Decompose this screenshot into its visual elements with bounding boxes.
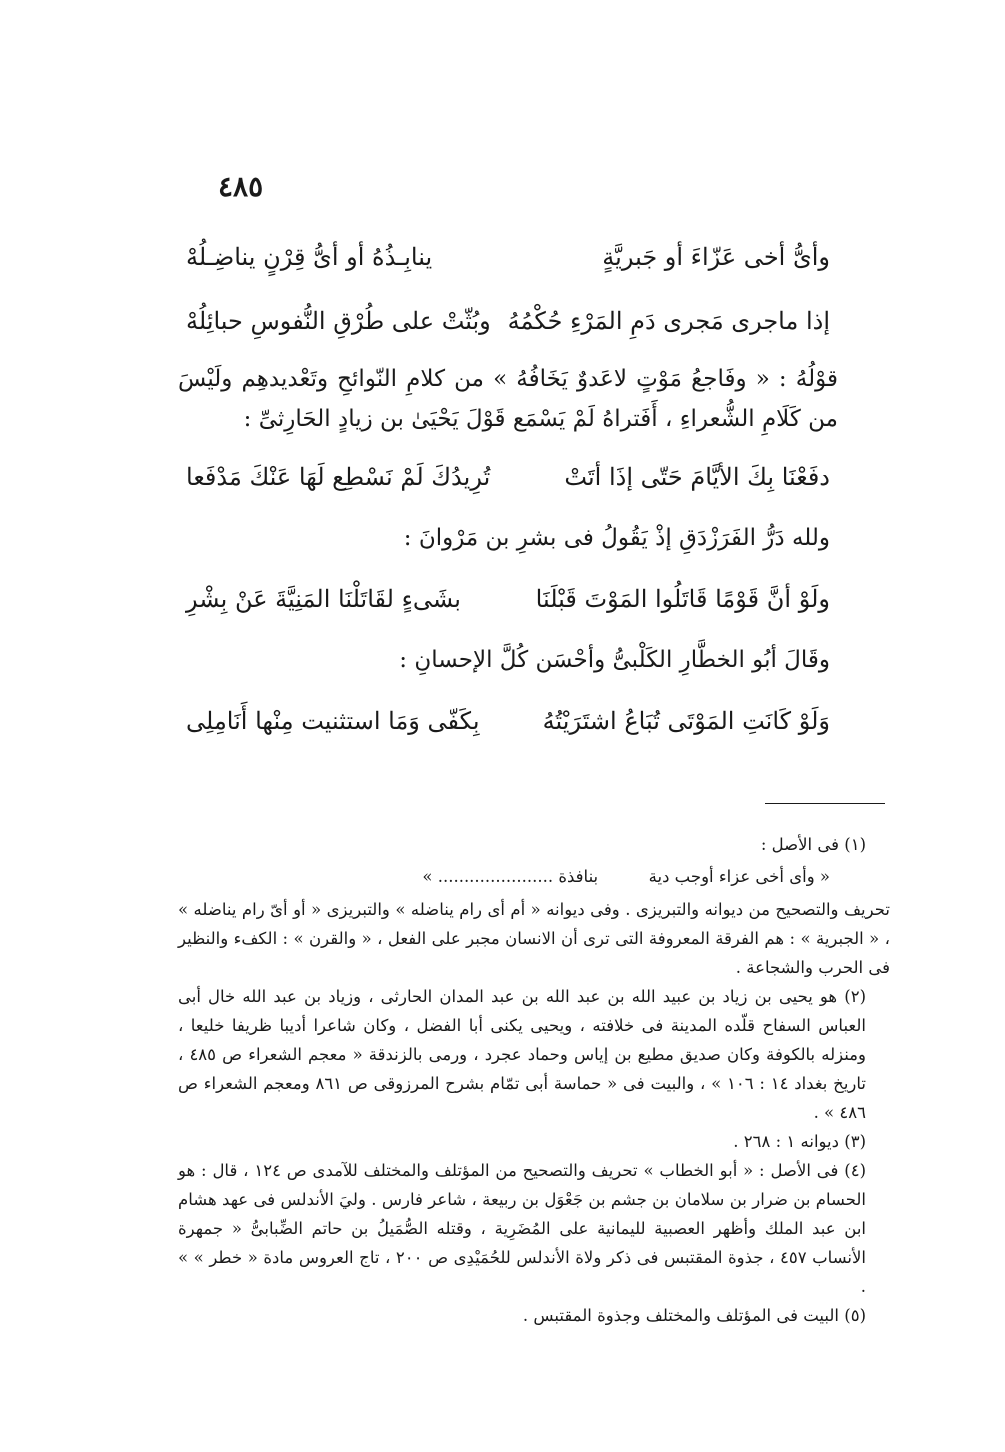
- verse-2: [178, 289, 838, 353]
- prose-paragraph-2: ولله دَرُّ الفَرَزْدَقِ إذْ يَقُولُ فى بشرِ بن مَرْوانَ :: [403, 525, 830, 551]
- verse-2-second-hemistich: وبُثّتْ على طُرْقِ النُّفوسِ حبائِلُهْ: [186, 306, 491, 335]
- verse-3-first-hemistich: دفَعْنَا بِكَ الأيَّامَ حَتّى إذَا أتَتْ: [564, 462, 830, 491]
- prose-paragraph-3: وقَالَ أبُو الخطَّارِ الكَلْبىُّ وأحْسَن كُلَّ الإحسانِ :: [399, 647, 830, 673]
- verse-4-first-hemistich: ولَوْ أنَّ قَوْمًا قَاتَلُوا المَوْتَ قَبْلَنَا: [535, 584, 830, 613]
- verse-5-second-hemistich: بِكَفّى وَمَا استثنيت مِنْها أَنَامِلِى: [186, 706, 480, 735]
- verse-1-first-hemistich: وأىُّ أخى عَزّاءَ أو جَبريَّةٍ: [602, 242, 830, 271]
- footnote-1-body: تحريف والتصحيح من ديوانه والتبريزى . وفى ديوانه « أم أى رام يناضله » والتبريزى « أو أىّ رام يناضله » ، « الجبرية » : هم الفرقة المعروفة التى ترى أن الانسان مجبر على الفعل ، « والقرن » : الكفء والنظير فى الحرب والشجاعة .: [178, 900, 890, 977]
- footnote-2: (٢) هو يحيى بن زياد بن عبيد الله بن عبد الله بن عبد المدان الحارثى ، وزياد بن عبد الله خال أبى العباس السفاح قلّده المدينة فى خلافته ، ويحيى يكنى أبا الفضل ، وكان شاعرا أديبا ظريفا خليعا ، ومنزله بالكوفة وكان صديق مطيع بن إياس وحماد عجرد ، ورمى بالزندقة « معجم الشعراء ص ٤٨٥ ، تاريخ بغداد ١٤ : ١٠٦ » ، والبيت فى « حماسة أبى تمّام بشرح المرزوقى ص ٨٦١ ومعجم الشعراء ص ٤٨٦ » .: [178, 987, 867, 1122]
- footnote-1-heading: (١) فى الأصل :: [760, 835, 866, 854]
- verse-5-first-hemistich: وَلَوْ كَانَتِ المَوْتَى تُبَاعُ اشتَرَيْتُهُ: [542, 706, 830, 735]
- footnote-1-quote-second: بنافذة ...................... »: [422, 867, 599, 886]
- verse-4-second-hemistich: بشَىءٍ لقَاتَلْنَا المَنِيَّةَ عَنْ بِشْرِ: [186, 584, 461, 613]
- verse-4: [178, 567, 838, 631]
- footnote-1-quote-first: « وأى أخى عزاء أوجب دية: [648, 867, 830, 886]
- verse-5: [178, 689, 838, 753]
- footnote-3: (٣) ديوانه ١ : ٢٦٨ .: [733, 1132, 866, 1151]
- main-text: [178, 225, 838, 753]
- verse-3-second-hemistich: تُرِيدُكَ لَمْ نَسْطِع لَهَا عَنْكَ مَدْفَعا: [186, 462, 491, 491]
- footnote-5: (٥) البيت فى المؤتلف والمختلف وجذوة المقتبس .: [522, 1306, 866, 1325]
- footnotes: [178, 830, 890, 1330]
- footnote-separator: [765, 803, 885, 804]
- prose-paragraph-1: قوْلُهُ : « وفَاجعُ مَوْتٍ لاعَدوٌ يَخَافُهُ » من كلامِ النّوائحِ وتَعْديدهِم ولَيْسَ من كَلَامِ الشُّعراءِ ، أَفَتراهُ لَمْ يَسْمَع قَوْلَ يَحْيَىٰ بن زيادٍ الحَارِثىِّ :: [178, 366, 838, 432]
- verse-1-second-hemistich: ينابِـذُهُ أو أىُّ قِرْنٍ يناضِـلُهْ: [186, 242, 433, 271]
- page-number: ٤٨٥: [218, 170, 264, 203]
- footnote-1-quote: [178, 859, 890, 895]
- verse-1: [178, 225, 838, 289]
- footnote-4: (٤) فى الأصل : « أبو الخطاب » تحريف والتصحيح من المؤتلف والمختلف للآمدى ص ١٢٤ ، قال : هو الحسام بن ضرار بن سلامان بن جشم بن جَعْوَل بن ربيعة ، شاعر فارس . وليَ الأندلس فى عهد هشام ابن عبد الملك وأظهر العصبية لليمانية على المُضَرِية ، وقتله الصُّمَيلُ بن حاتم الضِّبابىُّ « جمهرة الأنساب ٤٥٧ ، جذوة المقتبس فى ذكر ولاة الأندلس للحُمَيْدِى ص ٢٠٠ ، تاج العروس مادة « خطر » » .: [178, 1161, 866, 1296]
- verse-2-first-hemistich: إذا ماجرى مَجرى دَمِ المَرْءِ حُكْمُهُ: [507, 306, 830, 335]
- verse-3: [178, 445, 838, 509]
